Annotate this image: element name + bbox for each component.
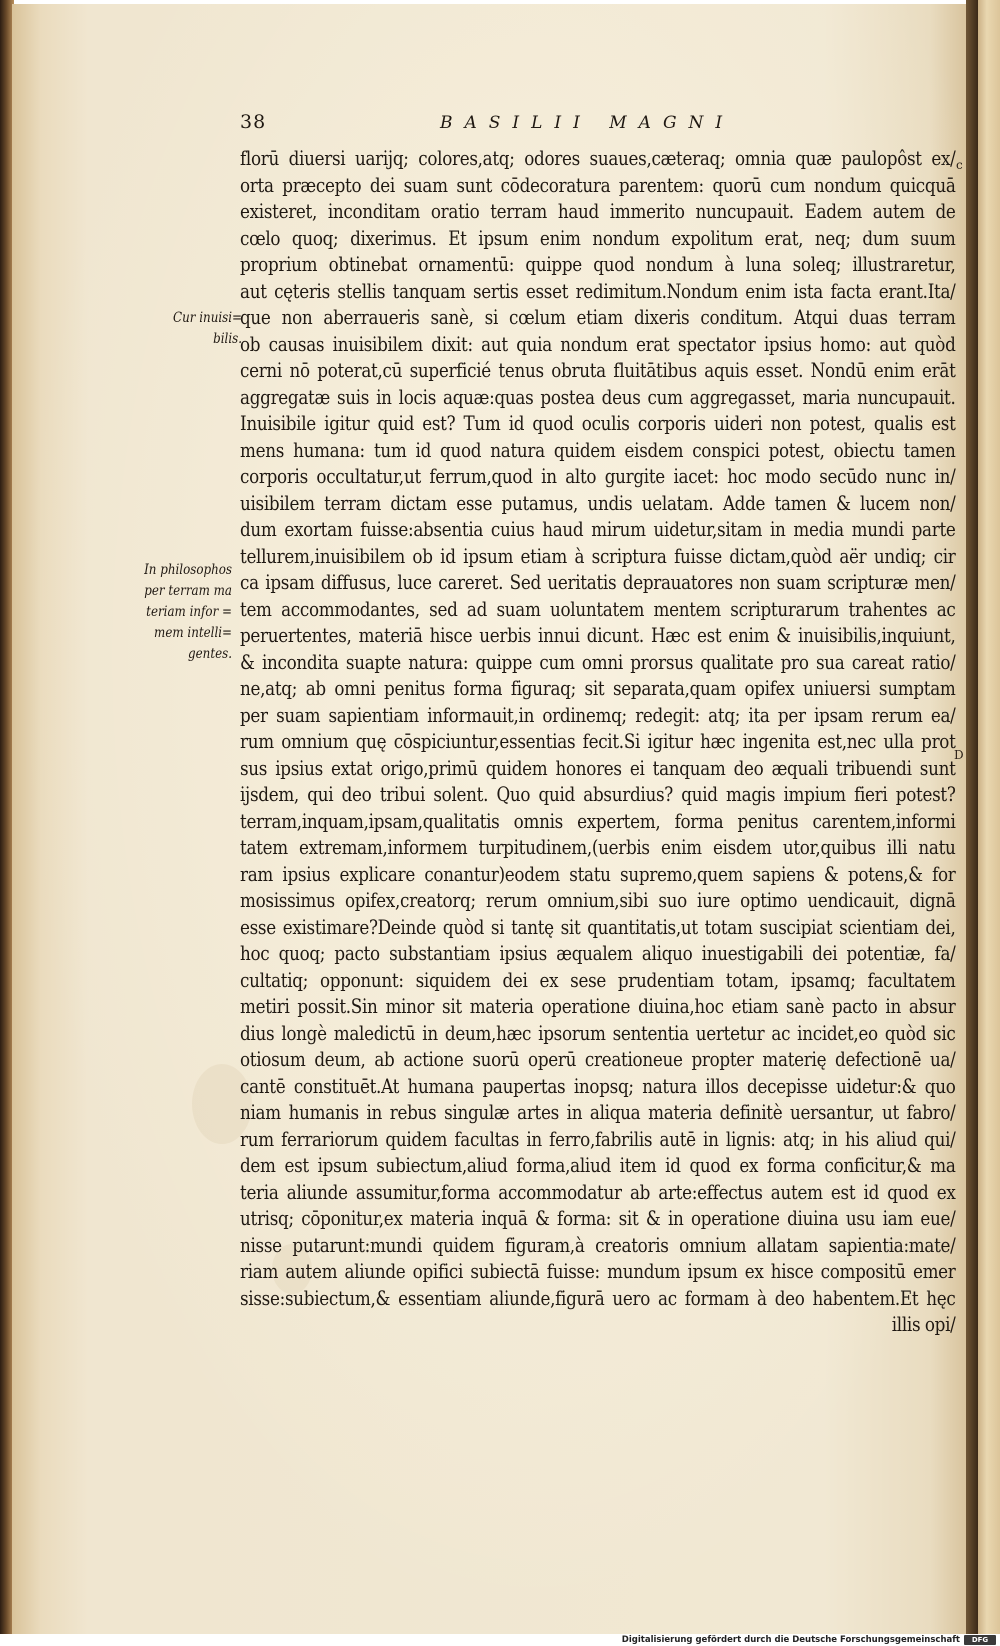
text-line: niam humanis in rebus singulæ artes in aliqua materia definitè uersantur, ut fabro/	[240, 1101, 956, 1124]
text-line: aggregatæ suis in locis aquæ:quas postea deus cum aggregasset, maria nuncupauit.	[240, 385, 956, 409]
text-line: Inuisibile igitur quid est? Tum id quod oculis corporis uideri non potest, qualis est	[240, 412, 956, 435]
catchword: illis opi/	[891, 1313, 956, 1336]
text-line: riam autem aliunde opifici subiectā fuisse: mundum ipsum ex hisce compositū emer	[240, 1260, 956, 1283]
text-line: cantē constituēt.At humana paupertas inopsq; natura illos decepisse uidetur:& quo	[240, 1074, 956, 1098]
text-line: dum exortam fuisse:absentia cuius haud mirum uidetur,sitam in media mundi parte	[240, 518, 956, 541]
text-line: ijsdem, qui deo tribui solent. Quo quid absurdius? quid magis impium fieri potest?	[240, 783, 956, 806]
text-line: mosissimus opifex,creatorq; rerum omnium,sibi suo iure optimo uendicauit, dignā	[240, 889, 956, 912]
text-line: orta præcepto dei suam sunt cōdecoratura parentem: quorū cum nondum quicquā	[240, 173, 956, 197]
text-line: florū diuersi uarijq; colores,atq; odores suaues,cæteraq; omnia quæ paulopôst ex/	[240, 147, 956, 170]
text-line: tatem extremam,informem turpitudinem,(uerbis enim eisdem utor,quibus illi natu	[240, 836, 956, 859]
text-line: mens humana: tum id quod natura quidem eisdem conspici potest, obiectu tamen	[240, 438, 956, 462]
running-head	[240, 111, 930, 141]
text-line: cultatiq; opponunt: siquidem dei ex sese prudentiam totam, ipsamq; facultatem	[240, 968, 956, 992]
margin-note-cur-inuisibilis	[143, 308, 242, 350]
text-line: rum omnium quę cōspiciuntur,essentias fecit.Si igitur hæc ingenita est,nec ulla prot	[240, 730, 956, 753]
text-line: tellurem,inuisibilem ob id ipsum etiam à scriptura fuisse dictam,quòd aër undiq; cir	[240, 544, 956, 568]
text-line: uisibilem terram dictam esse putamus, undis uelatam. Adde tamen & lucem non/	[240, 491, 956, 515]
text-line: existeret, inconditam oratio terram haud immerito nuncupauit. Eadem autem de	[240, 200, 956, 223]
text-line: sisse:subiectum,& essentiam aliunde,figurā uero ac formam à deo habentem.Et hęc	[240, 1286, 956, 1310]
text-line: dius longè maledictū in deum,hæc ipsorum sententia uertetur ac incidet,eo quòd sic	[240, 1021, 956, 1045]
text-line: ob causas inuisibilem dixit: aut quia nondum erat spectator ipsius homo: aut quòd	[240, 332, 956, 356]
text-line: sus ipsius extat origo,primū quidem honores ei tanquam deo æquali tribuendi sunt	[240, 756, 956, 780]
text-line: terram,inquam,ipsam,qualitatis omnis expertem, forma penitus carentem,informi	[240, 809, 956, 833]
dfg-logo: DFG	[964, 1635, 996, 1645]
text-line: corporis occultatur,ut ferrum,quod in alto gurgite iacet: hoc modo secūdo nunc in/	[240, 465, 956, 488]
text-line: peruertentes, materiā hisce uerbis innui dicunt. Hæc est enim & inuisibilis,inquiunt,	[240, 624, 956, 647]
margin-note-in-philosophos	[133, 560, 232, 665]
text-line: que non aberraueris sanè, si cœlum etiam dixeris conditum. Atqui duas terram	[240, 306, 956, 329]
digitization-credit: Digitalisierung gefördert durch die Deutsche Forschungsgemeinschaft	[621, 1635, 960, 1645]
text-line: nisse putarunt:mundi quidem figuram,à creatoris omnium allatam sapientia:mate/	[240, 1233, 956, 1257]
margin-note-line: gentes.	[188, 646, 232, 662]
facing-page-edge	[978, 0, 1000, 1634]
text-line: utrisq; cōponitur,ex materia inquā & forma: sit & in operatione diuina usu iam eue/	[240, 1207, 956, 1230]
margin-note-line: mem intelli=	[154, 625, 232, 641]
text-line: esse existimare?Deinde quòd si tantę sit quantitatis,ut totam suscipiat scientiam dei,	[240, 915, 956, 939]
margin-note-line: bilis.	[213, 331, 242, 347]
text-line: rum ferrariorum quidem facultas in ferro,fabrilis autē in lignis: atq; in his aliud qui/	[240, 1127, 956, 1151]
text-line: & incondita suapte natura: quippe cum omni prorsus qualitate pro sua careat ratio/	[240, 650, 956, 674]
text-line: cerni nō poterat,cū superficié tenus obruta fluitātibus aquis esset. Nondū enim erāt	[240, 359, 956, 382]
text-line: ram ipsius explicare conantur)eodem statu supremo,quem sapiens & potens,& for	[240, 862, 956, 886]
text-line: ne,atq; ab omni penitus forma figuraq; sit separata,quam opifex uniuersi sumptam	[240, 677, 956, 700]
body-text	[240, 146, 956, 1339]
edge-marker-d: D	[954, 748, 964, 762]
text-line: aut cęteris stellis tanquam sertis esset redimitum.Nondum enim ista facta erant.Ita/	[240, 279, 956, 303]
margin-note-line: per terram ma	[144, 583, 232, 599]
page-number: 38	[240, 111, 267, 133]
margin-note-line: Cur inuisi=	[173, 310, 242, 326]
text-line: otiosum deum, ab actione suorū operū creationeue propter materię defectionē ua/	[240, 1048, 956, 1071]
margin-note-line: In philosophos	[144, 562, 232, 578]
text-line: per suam sapientiam informauit,in ordinemq; redegit: atq; ita per ipsam rerum ea/	[240, 703, 956, 727]
text-line: ca ipsam diffusus, luce careret. Sed ueritatis deprauatores non suam scripturæ men/	[240, 571, 956, 594]
running-title: BASILII MAGNI	[440, 113, 735, 133]
text-line: teria aliunde assumitur,forma accommodatur ab arte:effectus autem est id quod ex	[240, 1180, 956, 1204]
edge-marker-c: c	[956, 158, 963, 172]
text-line: cœlo quoq; dixerimus. Et ipsum enim nondum expolitum erat, neq; dum suum	[240, 226, 956, 250]
text-line: hoc quoq; pacto substantiam ipsius æqualem aliquo inuestigabili dei potentiæ, fa/	[240, 942, 956, 965]
text-line: tem accommodantes, sed ad suam uoluntatem mentem scripturarum trahentes ac	[240, 597, 956, 621]
margin-note-line: teriam infor =	[146, 604, 232, 620]
text-line: proprium obtinebat ornamentū: quippe quod nondum à luna soleq; illustraretur,	[240, 253, 956, 276]
text-line: metiri possit.Sin minor sit materia operatione diuina,hoc etiam sanè pacto in absur	[240, 995, 956, 1018]
text-line: dem est ipsum subiectum,aliud forma,aliud item id quod ex forma conficitur,& ma	[240, 1154, 956, 1177]
